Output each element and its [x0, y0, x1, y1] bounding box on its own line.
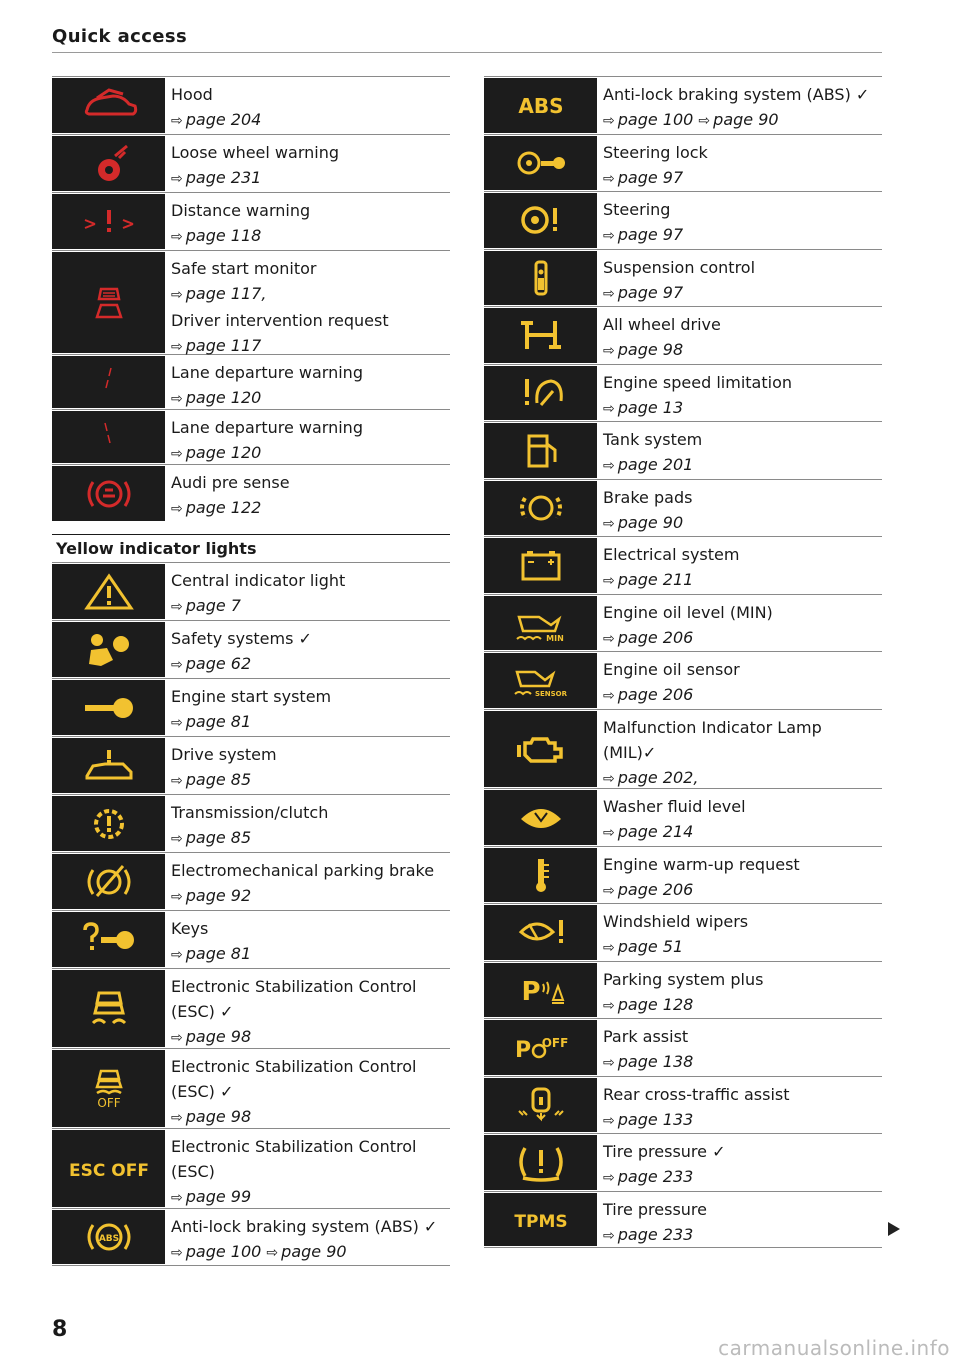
entry-text [597, 652, 740, 709]
tank-icon [484, 423, 597, 478]
entry-text [597, 422, 702, 479]
page-ref[interactable]: ⇨ page 92 [171, 886, 252, 905]
svg-text:TPMS: TPMS [513, 1212, 568, 1233]
washer-fluid-icon [484, 790, 597, 845]
entry-text [165, 679, 331, 736]
engine-start-key-icon-glyph [79, 688, 139, 728]
entry-text [165, 1049, 416, 1128]
arrow-icon: ⇨ [603, 170, 615, 187]
entry-title: All wheel drive [603, 315, 721, 334]
hood-icon-glyph [79, 86, 139, 126]
entry-title: Loose wheel warning [171, 143, 339, 162]
arrow-icon: ⇨ [603, 997, 615, 1014]
page-ref[interactable]: ⇨ page 90 [603, 512, 684, 532]
entry-title: Engine oil sensor [603, 660, 740, 679]
brake-pads-icon-glyph [511, 488, 571, 528]
esc-off-text-icon-glyph [68, 1149, 149, 1189]
page-ref[interactable]: ⇨ page 97 [603, 225, 684, 244]
indicator-entry [484, 306, 882, 364]
page-ref[interactable]: ⇨ page 62 [171, 654, 252, 673]
entry-text [597, 710, 822, 789]
svg-text:OFF: OFF [96, 1095, 121, 1110]
page-ref[interactable]: ⇨ page 206 [603, 627, 694, 647]
entry-title: Transmission/clutch [171, 803, 329, 822]
entry-title: Steering [603, 200, 671, 219]
indicator-entry [484, 903, 882, 961]
indicator-entry [52, 910, 450, 968]
oil-sensor-icon [484, 653, 597, 708]
page-ref[interactable]: ⇨ page 100 [171, 1242, 262, 1261]
entry-title: Safety systems ✓ [171, 629, 312, 648]
entry-text [597, 1134, 725, 1191]
indicator-entry [52, 678, 450, 736]
arrow-icon: ⇨ [171, 831, 183, 847]
arrow-icon: ⇨ [603, 825, 615, 841]
entry-text [597, 250, 755, 307]
wipers-icon [484, 905, 597, 960]
page-ref[interactable]: ⇨ page 90 [698, 110, 779, 129]
entry-text [597, 789, 746, 846]
entry-text [597, 307, 721, 364]
tire-pressure-icon [484, 1135, 597, 1190]
page-ref[interactable]: ⇨ page 117 [171, 336, 262, 355]
entry-title: Tire pressure ✓ [603, 1142, 726, 1161]
arrow-icon: ⇨ [171, 1110, 183, 1126]
svg-text:ABS: ABS [517, 94, 564, 119]
arrow-icon: ⇨ [603, 285, 615, 302]
indicator-entry [484, 364, 882, 422]
entry-text [165, 737, 277, 794]
arrow-icon: ⇨ [171, 947, 183, 963]
entry-text [165, 853, 434, 910]
battery-icon-glyph [511, 545, 571, 585]
arrow-icon: ⇨ [603, 343, 615, 359]
page-ref[interactable]: ⇨ page 206 [603, 685, 694, 704]
entry-title: Anti-lock braking system (ABS) ✓ [603, 85, 870, 104]
footer-watermark: carmanualsonline.info [718, 1336, 950, 1360]
indicator-entry [484, 1191, 882, 1249]
page-ref[interactable]: ⇨ page 202, [603, 767, 699, 787]
entry-text [165, 969, 416, 1048]
page-ref[interactable]: ⇨ page 231 [171, 168, 262, 187]
entry-text [165, 193, 310, 250]
indicator-entry [484, 846, 882, 904]
entry-title: Parking system plus [603, 969, 764, 989]
indicator-entry [52, 968, 450, 1048]
rear-cross-traffic-icon-glyph [511, 1085, 571, 1125]
page-ref[interactable]: ⇨ page 90 [266, 1242, 347, 1261]
entry-text [165, 135, 339, 192]
arrow-icon: ⇨ [603, 573, 615, 589]
rear-cross-traffic-icon [484, 1078, 597, 1133]
arrow-icon: ⇨ [171, 391, 183, 407]
entry-title: Steering lock [603, 142, 708, 162]
page-ref[interactable]: ⇨ page 81 [171, 712, 252, 731]
entry-title: Anti-lock braking system (ABS) ✓ [171, 1217, 438, 1236]
entry-text [597, 847, 800, 904]
entry-text [165, 621, 312, 678]
arrow-icon: ⇨ [171, 1030, 183, 1046]
page-ref[interactable]: ⇨ page 117, [171, 284, 267, 303]
entry-text [165, 410, 363, 464]
tire-pressure-icon-glyph [511, 1142, 571, 1182]
entry-title: Hood [171, 85, 213, 104]
page-ref[interactable]: ⇨ page 211 [603, 570, 694, 589]
entry-text [165, 355, 363, 409]
oil-sensor-icon-glyph [511, 660, 571, 700]
park-assist-icon-glyph [511, 1027, 571, 1067]
esc-icon-glyph [79, 989, 139, 1029]
steering-lock-icon-glyph [511, 143, 571, 183]
keys-icon-glyph [79, 920, 139, 960]
arrow-icon: ⇨ [171, 773, 183, 789]
svg-text:SENSOR: SENSOR [534, 690, 567, 699]
parking-plus-icon-glyph [511, 970, 571, 1010]
page-ref[interactable]: ⇨ page 51 [603, 937, 684, 956]
entry-text [165, 465, 290, 522]
page-ref[interactable]: ⇨ page 13 [603, 397, 684, 417]
arrow-icon: ⇨ [603, 882, 615, 899]
transmission-icon-glyph [79, 804, 139, 844]
entry-title: Keys [171, 919, 209, 938]
indicator-entry [52, 250, 450, 354]
entry-text [165, 795, 328, 852]
safe-start-monitor-icon-glyph [79, 283, 139, 323]
entry-text [165, 251, 389, 354]
arrow-icon: ⇨ [171, 446, 183, 462]
mil-engine-icon [484, 711, 597, 788]
page-ref[interactable]: ⇨ page 97 [603, 282, 684, 302]
oil-min-icon [484, 596, 597, 651]
entry-title: Rear cross-traffic assist [603, 1084, 790, 1104]
arrow-icon: ⇨ [698, 113, 711, 129]
svg-text:ESC OFF: ESC OFF [68, 1160, 149, 1181]
indicator-entry [52, 464, 450, 522]
entry-title: Electrical system [603, 545, 740, 564]
entry-text [165, 1209, 437, 1265]
entry-title: Engine warm-up request [603, 854, 800, 874]
all-wheel-drive-icon [484, 308, 597, 363]
esc-off-car-icon [52, 1050, 165, 1127]
safe-start-monitor-icon [52, 252, 165, 353]
page-ref[interactable]: ⇨ page 204 [171, 110, 262, 129]
right-column [484, 76, 882, 1248]
indicator-entry [484, 536, 882, 594]
entry-text [597, 1019, 693, 1076]
arrow-icon: ⇨ [603, 1227, 615, 1244]
left-column [52, 76, 450, 1266]
indicator-entry [484, 76, 882, 134]
entry-title: Electronic Stabilization Control [171, 1057, 417, 1076]
battery-icon [484, 538, 597, 593]
indicator-entry [52, 409, 450, 464]
indicator-entry [484, 709, 882, 789]
indicator-entry [52, 736, 450, 794]
indicator-entry [484, 651, 882, 709]
central-indicator-icon [52, 564, 165, 619]
tpms-icon-glyph [511, 1199, 571, 1239]
engine-speed-icon-glyph [511, 373, 571, 413]
indicator-entry [484, 594, 882, 652]
abs-circle-icon-glyph [79, 1217, 139, 1257]
safety-systems-icon-glyph [79, 630, 139, 670]
all-wheel-drive-icon-glyph [511, 315, 571, 355]
entry-text [597, 904, 748, 961]
arrow-icon: ⇨ [171, 501, 183, 517]
keys-icon [52, 912, 165, 967]
entry-title: Electronic Stabilization Control [171, 977, 417, 996]
page-ref[interactable]: ⇨ page 98 [171, 1027, 252, 1046]
entry-title: Tire pressure [603, 1199, 707, 1219]
page-ref[interactable]: ⇨ page 133 [603, 1109, 694, 1129]
warm-up-icon [484, 848, 597, 903]
entry-title-cont: (ESC) ✓ [171, 1082, 234, 1101]
loose-wheel-icon-glyph [79, 144, 139, 184]
steering-icon-glyph [511, 200, 571, 240]
arrow-icon: ⇨ [171, 657, 183, 673]
wipers-icon-glyph [511, 912, 571, 952]
page-ref[interactable]: ⇨ page 99 [171, 1187, 252, 1206]
audi-pre-sense-icon-glyph [79, 474, 139, 514]
arrow-icon: ⇨ [266, 1245, 279, 1261]
indicator-entry [52, 794, 450, 852]
page-ref[interactable]: ⇨ page 128 [603, 994, 694, 1014]
warm-up-icon-glyph [511, 855, 571, 895]
indicator-entry [484, 961, 882, 1019]
audi-pre-sense-icon [52, 466, 165, 521]
arrow-icon: ⇨ [603, 1055, 615, 1071]
page-ref[interactable]: ⇨ page 122 [171, 498, 262, 517]
arrow-icon: ⇨ [603, 400, 615, 417]
entry-text [597, 135, 708, 192]
entry-text [597, 480, 692, 537]
indicator-entry [484, 421, 882, 479]
arrow-icon: ⇨ [603, 770, 615, 787]
entry-title: Electromechanical parking brake [171, 861, 435, 880]
arrow-icon: ⇨ [171, 1190, 183, 1206]
arrow-icon: ⇨ [171, 1245, 183, 1261]
indicator-entry [52, 76, 450, 134]
entry-title: Brake pads [603, 487, 693, 507]
page-ref[interactable]: ⇨ page 100 [603, 110, 694, 129]
entry-title: Safe start monitor [171, 259, 317, 278]
indicator-entry [484, 191, 882, 249]
page-header [52, 24, 882, 53]
page-ref[interactable]: ⇨ page 118 [171, 226, 262, 245]
page-title: Quick access [52, 26, 188, 47]
suspension-icon [484, 251, 597, 306]
arrow-icon: ⇨ [603, 630, 615, 647]
entry-title: Engine speed limitation [603, 372, 792, 392]
entry-title: Lane departure warning [171, 363, 363, 382]
entry-title: Engine oil level (MIN) [603, 602, 773, 622]
entry-text [165, 77, 261, 134]
page-ref[interactable]: ⇨ page 85 [171, 770, 252, 789]
svg-text:ABS: ABS [98, 1234, 119, 1244]
tank-icon-glyph [511, 430, 571, 470]
page-ref[interactable]: ⇨ page 233 [603, 1224, 694, 1244]
indicator-entry [484, 479, 882, 537]
arrow-icon: ⇨ [603, 1112, 615, 1129]
arrow-icon: ⇨ [171, 171, 183, 187]
page-ref[interactable]: ⇨ page 81 [171, 944, 252, 963]
arrow-icon: ⇨ [171, 339, 183, 355]
page-ref[interactable]: ⇨ page 97 [603, 167, 684, 187]
arrow-icon: ⇨ [171, 113, 183, 129]
hood-icon [52, 78, 165, 133]
steering-icon [484, 193, 597, 248]
entry-title-2: Driver intervention request [171, 311, 389, 330]
arrow-icon: ⇨ [603, 1170, 615, 1186]
entry-title-cont: (MIL)✓ [603, 742, 657, 762]
entry-title: Engine start system [171, 687, 332, 706]
arrow-icon: ⇨ [171, 287, 183, 303]
entry-text [597, 77, 869, 134]
entry-title-cont: (ESC) [171, 1162, 215, 1181]
entry-text [597, 962, 763, 1019]
indicator-entry [484, 1076, 882, 1134]
entry-title: Distance warning [171, 201, 311, 220]
lane-departure-left-icon-glyph [79, 362, 139, 402]
svg-text:P: P [520, 976, 541, 1007]
abs-circle-icon [52, 1210, 165, 1264]
indicator-entry [52, 1128, 450, 1208]
svg-text:MIN: MIN [545, 633, 564, 643]
parking-brake-icon-glyph [79, 862, 139, 902]
entry-text [597, 595, 773, 652]
entry-title: Park assist [603, 1027, 689, 1046]
page-ref[interactable]: ⇨ page 206 [603, 879, 694, 899]
entry-title: Lane departure warning [171, 418, 363, 437]
arrow-icon: ⇨ [171, 599, 183, 615]
page-ref[interactable]: ⇨ page 120 [171, 443, 262, 462]
brake-pads-icon [484, 481, 597, 536]
entry-title: Electronic Stabilization Control [171, 1137, 417, 1156]
arrow-icon: ⇨ [603, 688, 615, 704]
page-ref[interactable]: ⇨ page 98 [171, 1107, 252, 1126]
indicator-entry [52, 134, 450, 192]
entry-text [165, 1129, 416, 1208]
arrow-icon: ⇨ [171, 889, 183, 905]
entry-text [597, 1077, 790, 1134]
esc-icon [52, 970, 165, 1047]
indicator-entry [52, 192, 450, 250]
entry-text [597, 1192, 707, 1248]
arrow-icon: ⇨ [603, 940, 615, 956]
tpms-icon [484, 1193, 597, 1247]
arrow-icon: ⇨ [603, 113, 615, 129]
parking-brake-icon [52, 854, 165, 909]
indicator-entry [484, 788, 882, 846]
section-title-yellow: Yellow indicator lights [52, 534, 450, 562]
indicator-entry [52, 354, 450, 409]
entry-title: Malfunction Indicator Lamp [603, 717, 822, 737]
page-number: 8 [52, 1317, 68, 1342]
arrow-icon: ⇨ [603, 458, 615, 474]
suspension-icon-glyph [511, 258, 571, 298]
page-ref[interactable]: ⇨ page 85 [171, 828, 252, 847]
esc-off-car-icon-glyph [79, 1069, 139, 1109]
arrow-icon: ⇨ [603, 515, 615, 532]
lane-departure-right-icon [52, 411, 165, 463]
entry-text [165, 911, 251, 968]
entry-title: Windshield wipers [603, 912, 749, 931]
distance-warning-icon [52, 194, 165, 249]
page-ref[interactable]: ⇨ page 98 [603, 340, 684, 359]
indicator-entry [484, 134, 882, 192]
entry-text [597, 365, 792, 422]
indicator-entry [52, 1208, 450, 1266]
abs-text-icon [484, 78, 597, 133]
drive-system-icon [52, 738, 165, 793]
entry-title: Tank system [603, 430, 703, 449]
entry-title-cont: (ESC) ✓ [171, 1002, 234, 1021]
entry-title: Washer fluid level [603, 797, 746, 816]
entry-text [597, 192, 683, 249]
indicator-entry [484, 1133, 882, 1191]
arrow-icon: ⇨ [171, 715, 183, 731]
indicator-entry [484, 249, 882, 307]
esc-off-text-icon [52, 1130, 165, 1207]
indicator-entry [52, 562, 450, 620]
safety-systems-icon [52, 622, 165, 677]
entry-title: Audi pre sense [171, 473, 290, 492]
svg-text:P: P [514, 1038, 531, 1064]
steering-lock-icon [484, 136, 597, 191]
page-ref[interactable]: ⇨ page 120 [171, 388, 262, 407]
oil-min-icon-glyph [511, 603, 571, 643]
central-indicator-icon-glyph [79, 572, 139, 612]
parking-plus-icon [484, 963, 597, 1018]
abs-text-icon-glyph [511, 85, 571, 125]
indicator-entry [52, 1048, 450, 1128]
svg-text:OFF: OFF [541, 1036, 568, 1051]
entry-title: Drive system [171, 745, 277, 764]
park-assist-icon [484, 1020, 597, 1075]
loose-wheel-icon [52, 136, 165, 191]
lane-departure-left-icon [52, 356, 165, 408]
arrow-icon: ⇨ [171, 229, 183, 245]
page-ref[interactable]: ⇨ page 233 [603, 1167, 694, 1186]
engine-speed-icon [484, 366, 597, 421]
entry-text [597, 537, 739, 594]
transmission-icon [52, 796, 165, 851]
indicator-entry [52, 620, 450, 678]
distance-warning-icon-glyph [79, 202, 139, 242]
drive-system-icon-glyph [79, 746, 139, 786]
mil-engine-icon-glyph [511, 729, 571, 769]
continue-arrow-icon [888, 1222, 900, 1236]
engine-start-key-icon [52, 680, 165, 735]
indicator-entry [484, 1018, 882, 1076]
page-ref[interactable]: ⇨ page 138 [603, 1052, 694, 1071]
entry-title: Suspension control [603, 257, 756, 277]
entry-text [165, 563, 345, 620]
entry-title: Central indicator light [171, 571, 346, 590]
page-ref[interactable]: ⇨ page 7 [171, 596, 241, 615]
indicator-entry [52, 852, 450, 910]
lane-departure-right-icon-glyph [79, 417, 139, 457]
page-ref[interactable]: ⇨ page 201 [603, 455, 694, 474]
washer-fluid-icon-glyph [511, 797, 571, 837]
arrow-icon: ⇨ [603, 228, 615, 244]
page-ref[interactable]: ⇨ page 214 [603, 822, 694, 841]
